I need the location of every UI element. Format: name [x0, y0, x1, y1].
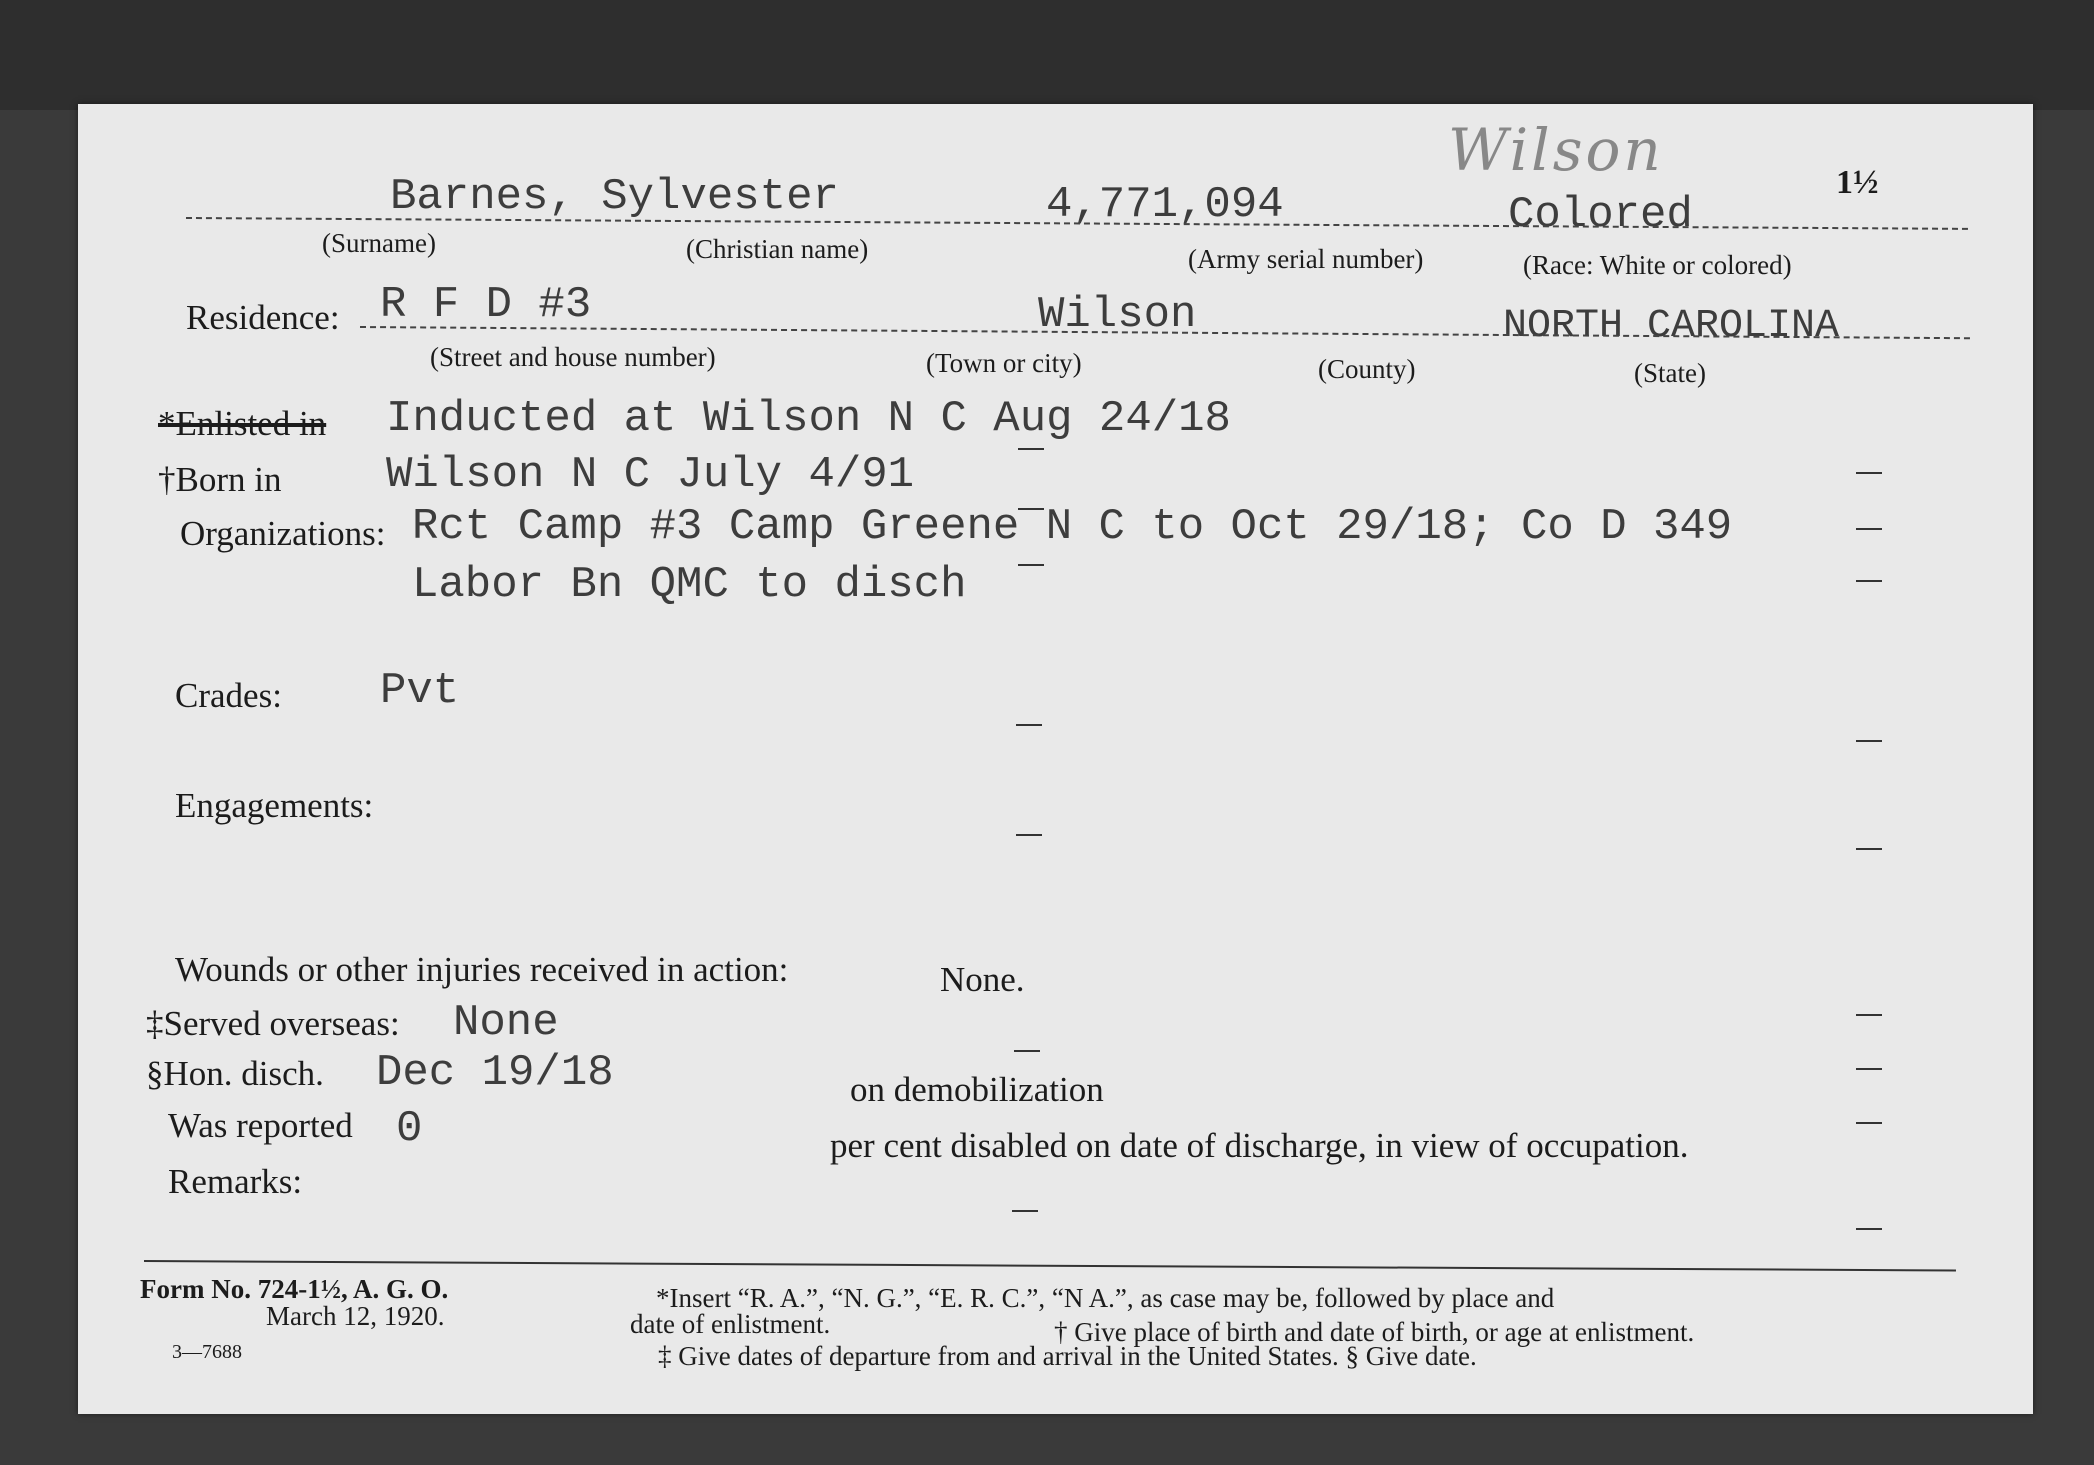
town-value: Wilson [1038, 290, 1197, 340]
scan-backdrop [0, 0, 2094, 110]
wounds-value: None. [940, 960, 1025, 999]
form-date: March 12, 1920. [266, 1301, 445, 1331]
county-caption: (County) [1318, 354, 1416, 384]
reported-suffix: per cent disabled on date of discharge, in view of occupation. [830, 1126, 1689, 1165]
tick-mark [1856, 1014, 1882, 1016]
tick-mark [1856, 1068, 1882, 1070]
grades-value: Pvt [380, 666, 460, 716]
tick-mark [1856, 740, 1882, 742]
residence-label: Residence: [186, 298, 340, 337]
form-number: Form No. 724-1½, A. G. O. [140, 1274, 449, 1304]
footnote-line-2a: date of enlistment. [630, 1309, 831, 1339]
serial-number-caption: (Army serial number) [1188, 244, 1424, 274]
footer-rule [144, 1260, 1956, 1271]
street-caption: (Street and house number) [430, 342, 716, 372]
organizations-line-1: Rct Camp #3 Camp Greene N C to Oct 29/18; Co D 349 [412, 502, 1733, 552]
engagements-label: Engagements: [175, 786, 374, 825]
remarks-label: Remarks: [168, 1162, 303, 1201]
print-code: 3—7688 [172, 1341, 242, 1363]
grades-label: Crades: [175, 676, 282, 715]
name-value: Barnes, Sylvester [390, 172, 839, 222]
tick-mark [1856, 528, 1882, 530]
form-fraction-mark: 1½ [1836, 164, 1879, 201]
service-record-card [78, 104, 2033, 1414]
born-value: Wilson N C July 4/91 [386, 450, 915, 500]
tick-mark [1012, 1210, 1038, 1212]
tick-mark [1018, 564, 1044, 566]
handwritten-county: Wilson [1448, 116, 1664, 184]
state-value: NORTH CAROLINA [1503, 304, 1840, 349]
hon-disch-label: §Hon. disch. [146, 1054, 324, 1093]
enlisted-value: Inducted at Wilson N C Aug 24/18 [386, 394, 1231, 444]
tick-mark [1856, 1122, 1882, 1124]
tick-mark [1016, 834, 1042, 836]
organizations-line-2: Labor Bn QMC to disch [412, 560, 967, 610]
enlisted-label-text: *Enlisted in [158, 404, 327, 443]
race-caption: (Race: White or colored) [1523, 250, 1792, 280]
serial-number-value: 4,771,094 [1046, 180, 1284, 230]
tick-mark [1856, 848, 1882, 850]
tick-mark [1018, 508, 1044, 510]
tick-mark [1016, 724, 1042, 726]
enlisted-label [158, 404, 326, 444]
street-value: R F D #3 [380, 280, 592, 330]
footnote-line-2b: † Give place of birth and date of birth, or age at enlistment. [1054, 1317, 1695, 1347]
born-label: †Born in [158, 460, 282, 499]
tick-mark [1856, 472, 1882, 474]
footnote-line-3: ‡ Give dates of departure from and arrival in the United States. § Give date. [658, 1341, 1477, 1371]
tick-mark [1018, 448, 1044, 450]
hon-disch-value: Dec 19/18 [376, 1048, 614, 1098]
christian-name-caption: (Christian name) [686, 234, 869, 264]
wounds-label: Wounds or other injuries received in action: [175, 950, 789, 989]
reported-label: Was reported [168, 1106, 353, 1145]
tick-mark [1014, 1050, 1040, 1052]
organizations-label: Organizations: [180, 514, 386, 553]
tick-mark [1856, 1228, 1882, 1230]
served-overseas-label: ‡Served overseas: [146, 1004, 400, 1043]
served-overseas-value: None [453, 998, 559, 1048]
town-caption: (Town or city) [926, 348, 1082, 378]
footnote-line-1: *Insert “R. A.”, “N. G.”, “E. R. C.”, “N A.”, as case may be, followed by place and [656, 1283, 1555, 1313]
state-caption: (State) [1634, 358, 1706, 388]
race-value: Colored [1508, 190, 1693, 240]
surname-caption: (Surname) [322, 228, 436, 258]
tick-mark [1856, 580, 1882, 582]
hon-disch-suffix: on demobilization [850, 1070, 1104, 1109]
reported-value: 0 [396, 1104, 423, 1154]
